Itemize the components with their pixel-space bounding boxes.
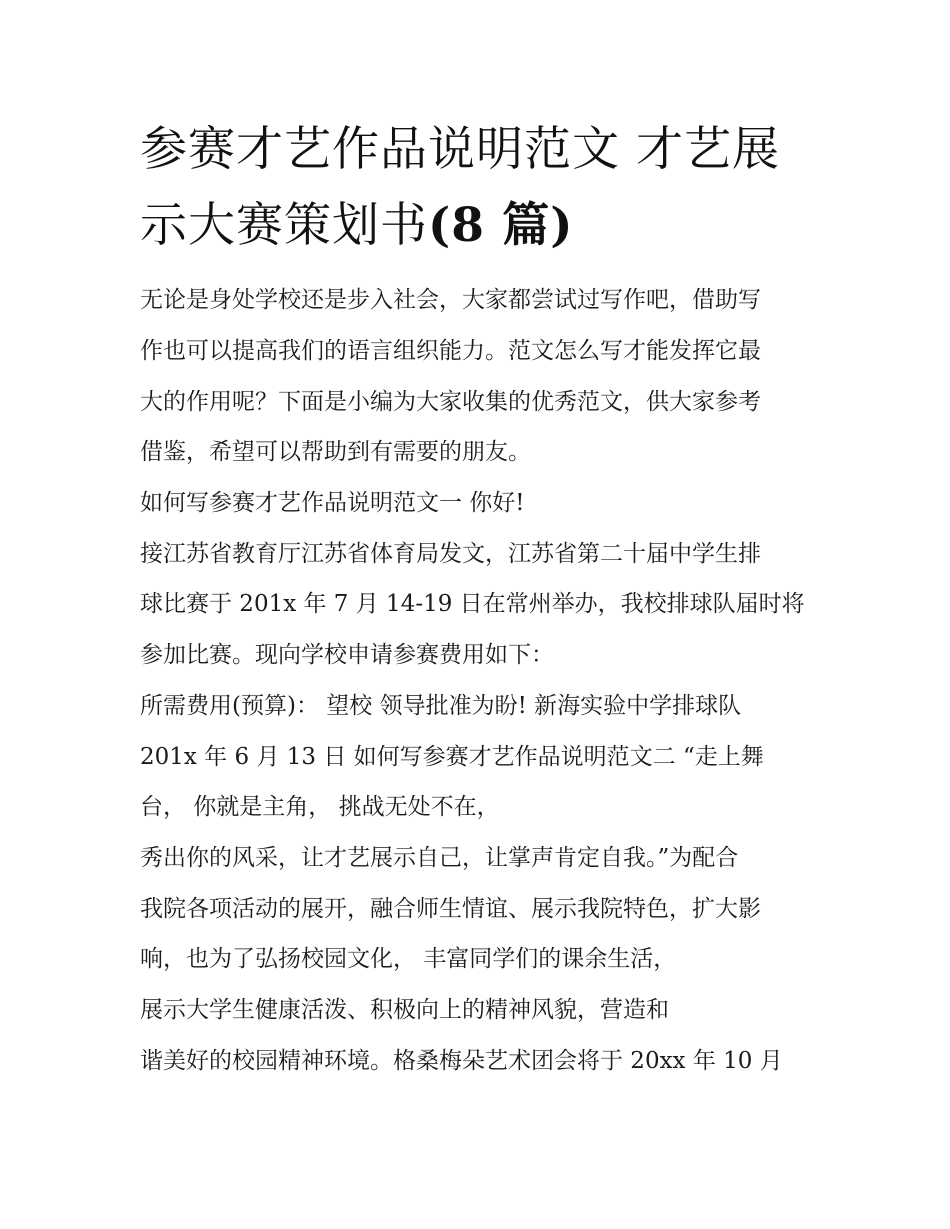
body-line: 我院各项活动的展开，融合师生情谊、展示我院特色，扩大影 [140, 896, 761, 922]
body-line: 借鉴，希望可以帮助到有需要的朋友。 [140, 439, 531, 465]
body-line: 作也可以提高我们的语言组织能力。范文怎么写才能发挥它最 [140, 338, 761, 364]
body-line: 秀出你的风采，让才艺展示自己，让掌声肯定自我。”为配合 [140, 845, 739, 871]
title-line-1: 参赛才艺作品说明范文 才艺展 [140, 122, 780, 177]
body-line: 谐美好的校园精神环境。格桑梅朵艺术团会将于 20xx 年 10 月 [140, 1048, 783, 1074]
body-line: 所需费用(预算)： 望校 领导批准为盼! 新海实验中学排球队 [140, 693, 742, 719]
title-line-2: 示大赛策划书 [140, 198, 428, 253]
body-line: 展示大学生健康活泼、积极向上的精神风貌，营造和 [140, 997, 669, 1023]
body-line: 无论是身处学校还是步入社会，大家都尝试过写作吧，借助写 [140, 287, 761, 313]
body-line: 接江苏省教育厅江苏省体育局发文，江苏省第二十届中学生排 [140, 541, 761, 567]
body-line: 参加比赛。现向学校申请参赛费用如下： [140, 642, 554, 668]
title-count: (8 篇) [428, 198, 574, 253]
document-title [140, 112, 830, 264]
body-line: 台， 你就是主角， 挑战无处不在， [140, 794, 500, 820]
body-line: 球比赛于 201x 年 7 月 14-19 日在常州举办，我校排球队届时将 [140, 591, 805, 617]
section-heading: 如何写参赛才艺作品说明范文一 你好! [140, 490, 525, 516]
body-line: 201x 年 6 月 13 日 如何写参赛才艺作品说明范文二 “走上舞 [140, 744, 764, 770]
body-line: 响，也为了弘扬校园文化， 丰富同学们的课余生活， [140, 946, 677, 972]
body-line: 大的作用呢？下面是小编为大家收集的优秀范文，供大家参考 [140, 389, 761, 415]
